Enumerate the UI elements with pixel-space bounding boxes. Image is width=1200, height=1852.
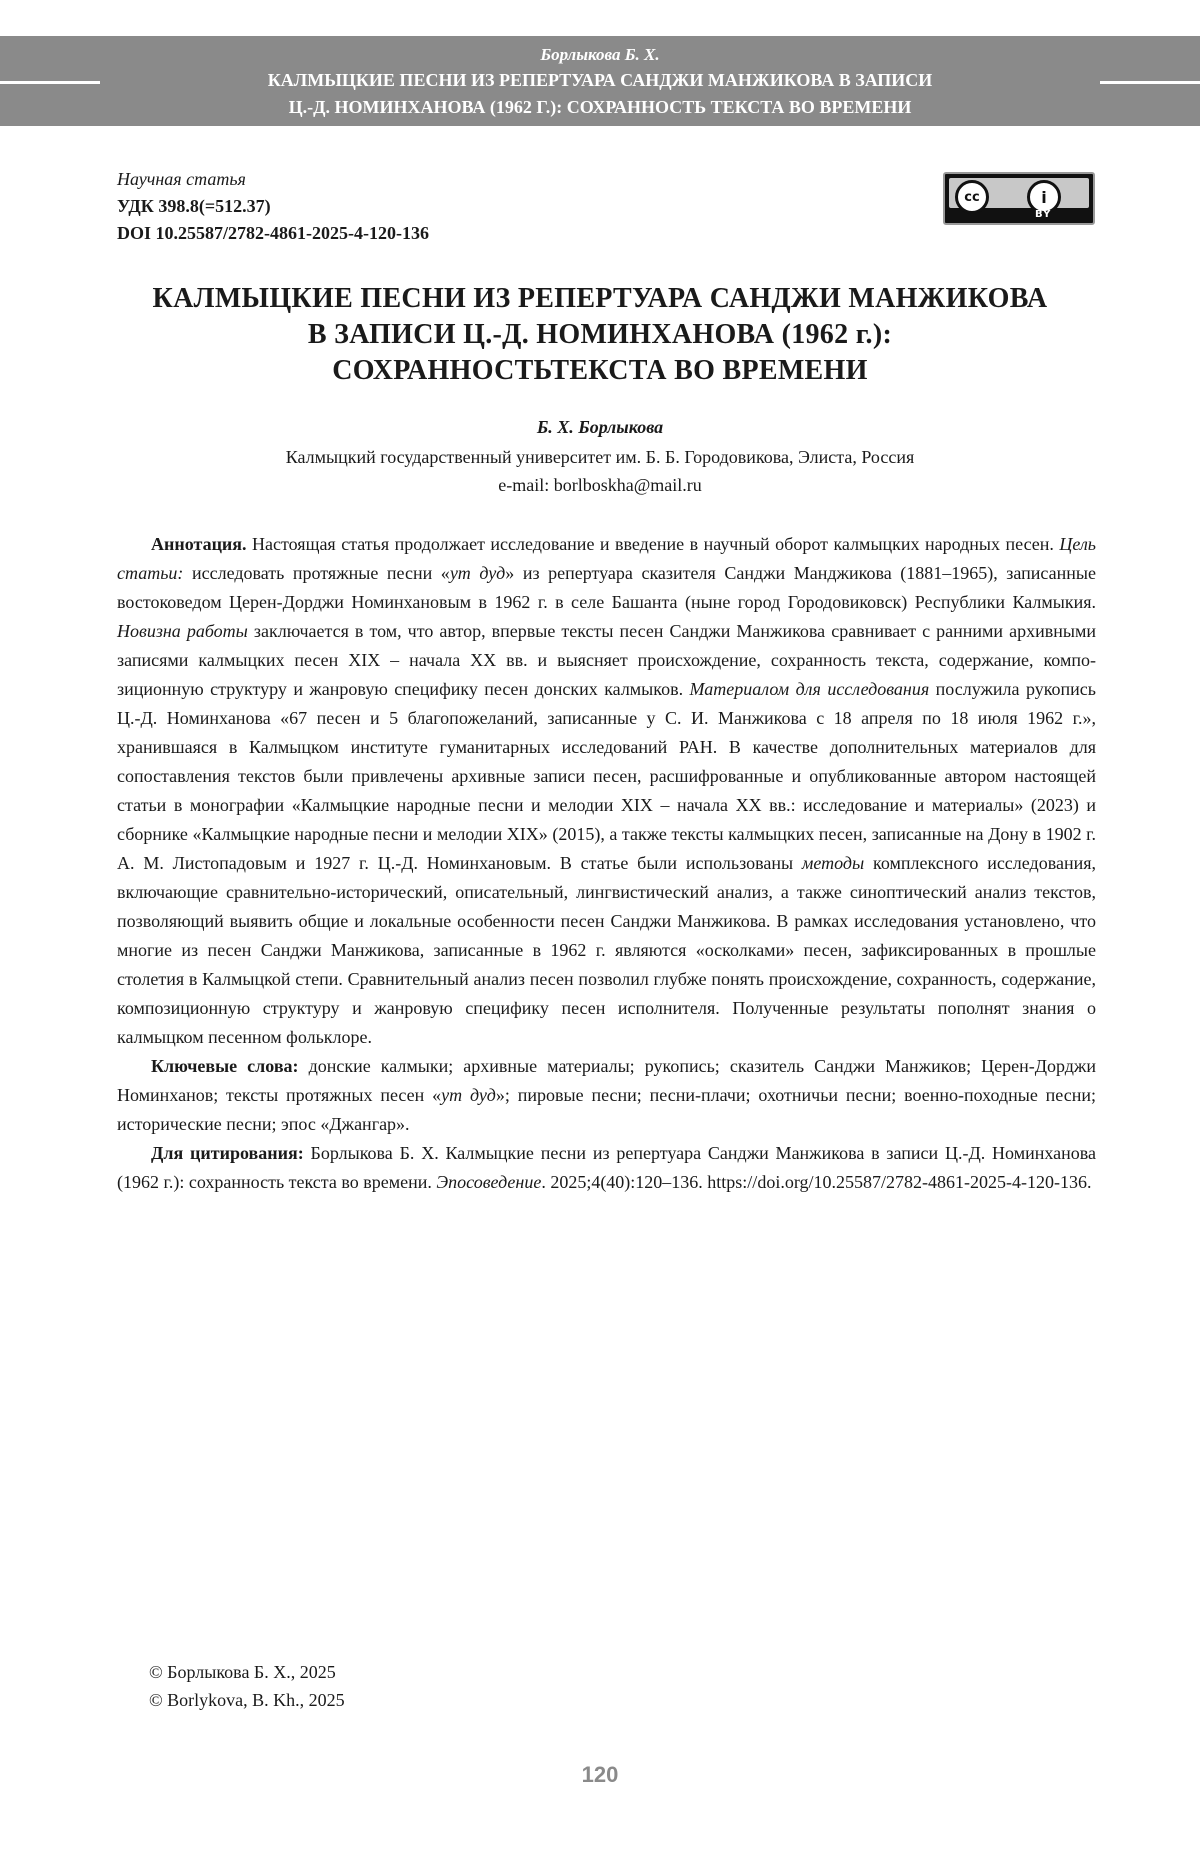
citation-text-2: . 2025;4(40):120–136. https://doi.org/10.25587/2782-4861-2025-4-120-136. bbox=[541, 1172, 1092, 1192]
attribution-icon: i bbox=[1027, 180, 1061, 214]
article-meta bbox=[117, 166, 429, 247]
citation-paragraph bbox=[117, 1139, 1096, 1197]
article-type: Научная статья bbox=[117, 169, 246, 189]
udc-code: УДК 398.8(=512.37) bbox=[117, 196, 271, 216]
abstract-text-6: комплексного исследования, включающие сравнительно-исторический, описательный, лингвистический анализ, а также синоптический анализ текстов, позволяющий выявить общие и локальные особенности песен Санджи Манжикова. В рамках исследования установлено, что многие из песен Санджи Манжикова, записанные в 1962 г. являются «осколками» песен, зафиксированных в прошлые столетия в Калмыцкой степи. Сравнительный анализ песен позволил глубже понять происхождение, сохранность, содержание, композиционную структуру и жанровую специфику песен исполнителя. Полученные результаты пополнят знания о калмыцком песенном фольклоре. bbox=[117, 853, 1096, 1047]
abstract-text-3: » из репертуара сказителя Санджи Манджикова (1881–1965), записанные востоковедом Церен-Дорджи Номинхановым в 1962 г. в селе Башанта (ныне город Городовиковск) Республики Калмыкия. bbox=[117, 563, 1096, 612]
abstract-paragraph bbox=[117, 530, 1096, 1052]
running-header-author: Борлыкова Б. Х. bbox=[540, 45, 660, 64]
article-title bbox=[100, 281, 1100, 389]
abstract-label: Аннотация. bbox=[151, 534, 247, 554]
author-affiliation: Калмыцкий государственный университет им. Б. Б. Городовикова, Элиста, Россия bbox=[285, 447, 915, 467]
cc-icon: cc bbox=[955, 180, 989, 214]
keywords-ut-dud: ут дуд bbox=[441, 1085, 496, 1105]
running-header-title-line1: КАЛМЫЦКИЕ ПЕСНИ ИЗ РЕПЕРТУАРА САНДЖИ МАНЖИКОВА В ЗАПИСИ bbox=[267, 70, 933, 90]
abstract-text-2: исследовать протяжные песни « bbox=[183, 563, 450, 583]
running-header-title-line2: Ц.-Д. НОМИНХАНОВА (1962 Г.): СОХРАННОСТЬ ТЕКСТА ВО ВРЕМЕНИ bbox=[288, 97, 912, 117]
abstract-block bbox=[117, 530, 1096, 1197]
title-line1: КАЛМЫЦКИЕ ПЕСНИ ИЗ РЕПЕРТУАРА САНДЖИ МАНЖИКОВА bbox=[152, 283, 1048, 314]
author-name: Б. Х. Борлыкова bbox=[536, 417, 664, 437]
abstract-text-5: послужила рукопись Ц.-Д. Номинханова «67 песен и 5 благопожеланий, записанные у С. И. Манжикова с 18 апреля по 18 июля 1962 г.», хранившаяся в Калмыцком институте гуманитарных исследований РАН. В качестве дополнительных материалов для сопоставления текстов были привлечены архивные записи песен, расшифрованные и опубликованные автором настоящей статьи в монографии «Калмыцкие народные песни и мелодии XIX – начала XX вв.: исследование и материалы» (2023) и сборнике «Калмыцкие народные песни и мелодии XIX» (2015), а также тексты калмыцких песен, записанные на Дону в 1902 г. А. М. Листопадовым и 1927 г. Ц.-Д. Номинхановым. В статье были использованы bbox=[117, 679, 1097, 873]
author-email: e-mail: borlboskha@mail.ru bbox=[498, 475, 702, 495]
doi: DOI 10.25587/2782-4861-2025-4-120-136 bbox=[117, 223, 429, 243]
abstract-novelty-label: Новизна работы bbox=[117, 621, 248, 641]
abstract-material-label: Материалом для исследования bbox=[689, 679, 930, 699]
running-header-title bbox=[0, 67, 1200, 121]
cc-by-license-badge bbox=[943, 172, 1095, 225]
citation-journal: Эпосоведение bbox=[436, 1172, 542, 1192]
keywords-text-1: донские калмыки; архивные материалы; рукопись; сказитель Санджи Манжиков; Церен-Дорджи Номинханов; тексты протяжных песен « bbox=[117, 1056, 1096, 1105]
abstract-methods-label: методы bbox=[801, 853, 865, 873]
page-number: 120 bbox=[581, 1762, 619, 1787]
abstract-goal-label: Цель статьи: bbox=[117, 534, 1096, 583]
title-line2: В ЗАПИСИ Ц.-Д. НОМИНХАНОВА (1962 г.): bbox=[307, 319, 893, 350]
copyright-ru: © Борлыкова Б. Х., 2025 bbox=[149, 1662, 336, 1682]
abstract-text-1: Настоящая статья продолжает исследование и введение в научный оборот калмыцких народных песен. bbox=[246, 534, 1060, 554]
citation-label: Для цитирования: bbox=[151, 1143, 304, 1163]
keywords-paragraph bbox=[117, 1052, 1096, 1139]
citation-text-1: Борлыкова Б. Х. Калмыцкие песни из репертуара Санджи Манжикова в записи Ц.-Д. Номинханова (1962 г.): сохранность текста во времени. bbox=[117, 1143, 1096, 1192]
keywords-text-2: »; пировые песни; песни-плачи; охотничьи песни; военно-походные песни; исторические песни; эпос «Джангар». bbox=[117, 1085, 1096, 1134]
abstract-text-4: заключается в том, что автор, впервые тексты песен Санджи Манжикова сравнивает с ранними архивными записями калмыцких песен XIX – начала XX вв. и выясняет происхождение, сохранность текста, содержание, композиционную структуру и жанровую специфику песен донских калмыков. bbox=[117, 621, 1096, 699]
keywords-label: Ключевые слова: bbox=[151, 1056, 299, 1076]
copyright-block bbox=[149, 1658, 345, 1714]
title-line3: СОХРАННОСТЬТЕКСТА ВО ВРЕМЕНИ bbox=[332, 355, 868, 386]
copyright-en: © Borlykova, B. Kh., 2025 bbox=[149, 1690, 345, 1710]
by-label: BY bbox=[1035, 209, 1052, 220]
running-header bbox=[0, 36, 1200, 126]
abstract-ut-dud: ут дуд bbox=[449, 563, 506, 583]
